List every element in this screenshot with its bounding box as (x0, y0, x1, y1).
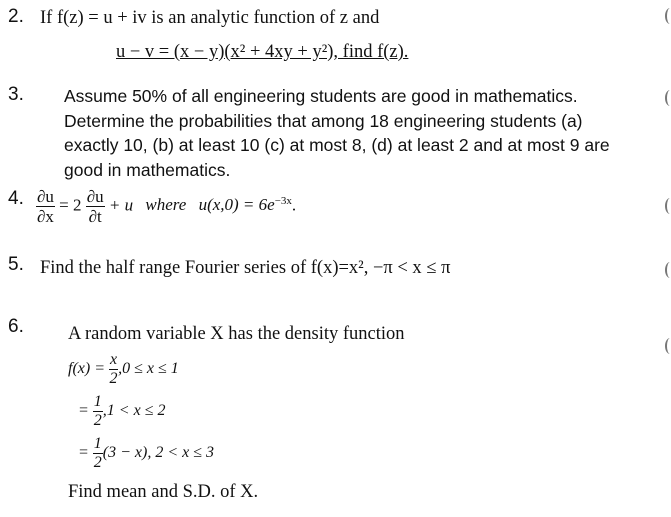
piece-2-condition: ,1 < x ≤ 2 (102, 402, 166, 420)
question-4-equation (36, 188, 296, 225)
period: . (291, 195, 297, 215)
margin-mark (665, 198, 671, 214)
question-6-number: 6. (8, 316, 24, 337)
where-word: where (145, 195, 187, 215)
question-6-footer: Find mean and S.D. of X. (68, 482, 259, 502)
piece-2-lhs: = (78, 402, 89, 420)
question-3-number: 3. (8, 84, 24, 105)
du-numerator-2: ∂u (86, 187, 104, 206)
du-numerator: ∂u (37, 187, 54, 206)
density-piece-1 (68, 352, 179, 387)
piece-2-fraction (93, 394, 103, 429)
question-2-number: 2. (8, 6, 24, 27)
dx-denominator: ∂x (37, 207, 54, 226)
piece-3-denominator: 2 (93, 454, 102, 471)
question-3-text: Assume 50% of all engineering students are good in mathematics. Determine the probabilities that among 18 engineering students (a) exactly 10, (b) at least 10 (c) at most 8, (d) at least 2 and at most 9 are good in mathematics. (64, 86, 610, 180)
equals-two: = 2 (59, 195, 82, 215)
du-dx-fraction (36, 188, 55, 225)
piece-2-numerator: 1 (93, 393, 102, 410)
question-5-text: Find the half range Fourier series of f(x)=x², −π < x ≤ π (40, 258, 451, 278)
density-piece-2 (78, 394, 165, 429)
margin-mark (665, 338, 671, 354)
du-dt-fraction (86, 188, 105, 225)
question-5-number: 5. (8, 254, 24, 275)
piece-3-numerator: 1 (93, 435, 102, 452)
dt-denominator: ∂t (88, 207, 102, 226)
margin-mark (665, 8, 671, 24)
exponent: −3x (274, 194, 292, 207)
piece-3-condition: (3 − x), 2 < x ≤ 3 (102, 444, 215, 462)
question-2-line-2: u − v = (x − y)(x² + 4xy + y²), find f(z). (116, 42, 409, 62)
piece-1-fraction (109, 352, 118, 387)
initial-condition: u(x,0) = 6e (198, 195, 275, 215)
piece-1-numerator: x (110, 351, 118, 368)
density-piece-3 (78, 436, 214, 471)
margin-mark (665, 90, 671, 106)
margin-mark (665, 262, 671, 278)
question-6-intro: A random variable X has the density function (68, 324, 405, 344)
piece-3-lhs: = (78, 444, 89, 462)
question-4-number: 4. (8, 188, 24, 209)
plus-u: + u (108, 195, 134, 215)
piece-2-denominator: 2 (93, 412, 102, 429)
piece-1-lhs: f(x) = (68, 360, 105, 378)
piece-1-denominator: 2 (109, 370, 118, 387)
piece-3-fraction (93, 436, 103, 471)
piece-1-condition: ,0 ≤ x ≤ 1 (118, 360, 179, 378)
question-2-line-1: If f(z) = u + iv is an analytic function of z and (40, 8, 380, 28)
